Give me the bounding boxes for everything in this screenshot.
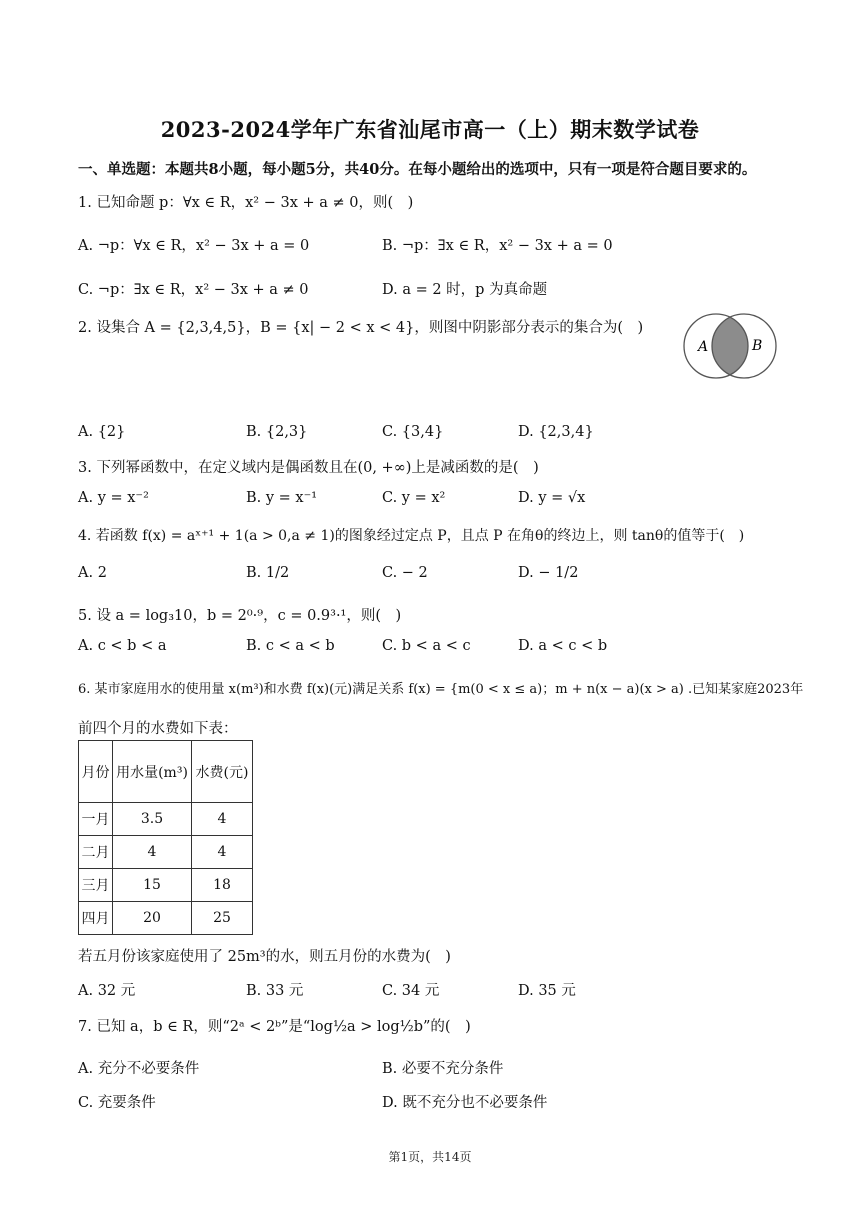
q2-option-a: A. {2} [78, 424, 126, 440]
table-header-month: 月份 [79, 741, 113, 803]
q7-option-b: B. 必要不充分条件 [382, 1061, 504, 1077]
q3-option-b: B. y = x⁻¹ [246, 490, 318, 506]
q6-option-c: C. 34 元 [382, 983, 440, 999]
table-header-fee: 水费(元) [192, 741, 253, 803]
table-cell-month: 一月 [79, 803, 113, 836]
q2-option-c: C. {3,4} [382, 424, 444, 440]
table-row [79, 902, 253, 935]
table-cell-usage: 4 [113, 836, 192, 869]
q4-option-b: B. 1/2 [246, 565, 290, 581]
q3-option-d: D. y = √x [518, 490, 586, 506]
q1-option-c: C. ¬p：∃x ∈ R，x² − 3x + a ≠ 0 [78, 282, 309, 298]
table-cell-fee: 4 [192, 836, 253, 869]
q7-option-a: A. 充分不必要条件 [78, 1061, 200, 1077]
table-cell-fee: 25 [192, 902, 253, 935]
table-cell-fee: 4 [192, 803, 253, 836]
q4-option-c: C. − 2 [382, 565, 428, 581]
table-cell-usage: 15 [113, 869, 192, 902]
q5-stem: 5. 设 a = log₃10，b = 2⁰·⁹，c = 0.9³·¹，则( ) [78, 608, 402, 624]
q6-stem-after: 若五月份该家庭使用了 25m³的水，则五月份的水费为( ) [78, 949, 451, 965]
q2-stem: 2. 设集合 A = {2,3,4,5}，B = {x| − 2 < x < 4}，则图中阴影部分表示的集合为( ) [78, 320, 644, 336]
table-cell-usage: 3.5 [113, 803, 192, 836]
q2-option-b: B. {2,3} [246, 424, 308, 440]
q6-stem-line2: 前四个月的水费如下表： [78, 721, 238, 737]
table-cell-fee: 18 [192, 869, 253, 902]
q5-option-a: A. c < b < a [78, 638, 167, 654]
q6-option-d: D. 35 元 [518, 983, 576, 999]
q4-stem: 4. 若函数 f(x) = aˣ⁺¹ + 1(a > 0,a ≠ 1)的图象经过定点 P，且点 P 在角θ的终边上，则 tanθ的值等于( ) [78, 528, 745, 544]
table-header-row [79, 741, 253, 803]
q6-stem-line1: 6. 某市家庭用水的使用量 x(m³)和水费 f(x)(元)满足关系 f(x) = {m(0 < x ≤ a)；m + n(x − a)(x > a) .已知某家庭2023年 [78, 682, 804, 697]
table-header-usage: 用水量(m³) [113, 741, 192, 803]
table-cell-month: 三月 [79, 869, 113, 902]
q1-option-d: D. a = 2 时，p 为真命题 [382, 282, 548, 298]
q7-option-c: C. 充要条件 [78, 1095, 156, 1111]
q5-option-b: B. c < a < b [246, 638, 335, 654]
table-row [79, 869, 253, 902]
table-row [79, 803, 253, 836]
q6-option-a: A. 32 元 [78, 983, 136, 999]
q1-stem: 1. 已知命题 p：∀x ∈ R，x² − 3x + a ≠ 0，则( ) [78, 195, 414, 211]
q3-option-c: C. y = x² [382, 490, 446, 506]
q4-option-d: D. − 1/2 [518, 565, 579, 581]
venn-label-b: B [752, 338, 763, 354]
table-row [79, 836, 253, 869]
q2-option-d: D. {2,3,4} [518, 424, 594, 440]
q3-option-a: A. y = x⁻² [78, 490, 149, 506]
venn-diagram [680, 310, 780, 380]
q1-option-b: B. ¬p：∃x ∈ R，x² − 3x + a = 0 [382, 238, 613, 254]
q7-stem: 7. 已知 a，b ∈ R，则“2ᵃ < 2ᵇ”是“log½a > log½b”的( ) [78, 1019, 471, 1035]
q5-option-d: D. a < c < b [518, 638, 608, 654]
table-cell-month: 四月 [79, 902, 113, 935]
q5-option-c: C. b < a < c [382, 638, 471, 654]
q7-option-d: D. 既不充分也不必要条件 [382, 1095, 548, 1111]
venn-label-a: A [698, 339, 709, 355]
page-footer: 第1页，共14页 [388, 1150, 472, 1164]
table-cell-month: 二月 [79, 836, 113, 869]
q3-stem: 3. 下列幂函数中，在定义域内是偶函数且在(0, +∞)上是减函数的是( ) [78, 460, 539, 476]
section-heading: 一、单选题：本题共8小题，每小题5分，共40分。在每小题给出的选项中，只有一项是符合题目要求的。 [78, 161, 757, 178]
table-cell-usage: 20 [113, 902, 192, 935]
page-title: 2023-2024学年广东省汕尾市高一（上）期末数学试卷 [160, 117, 700, 142]
q1-option-a: A. ¬p：∀x ∈ R，x² − 3x + a = 0 [78, 238, 310, 254]
q4-option-a: A. 2 [78, 565, 107, 581]
q6-option-b: B. 33 元 [246, 983, 304, 999]
water-fee-table [78, 740, 253, 935]
